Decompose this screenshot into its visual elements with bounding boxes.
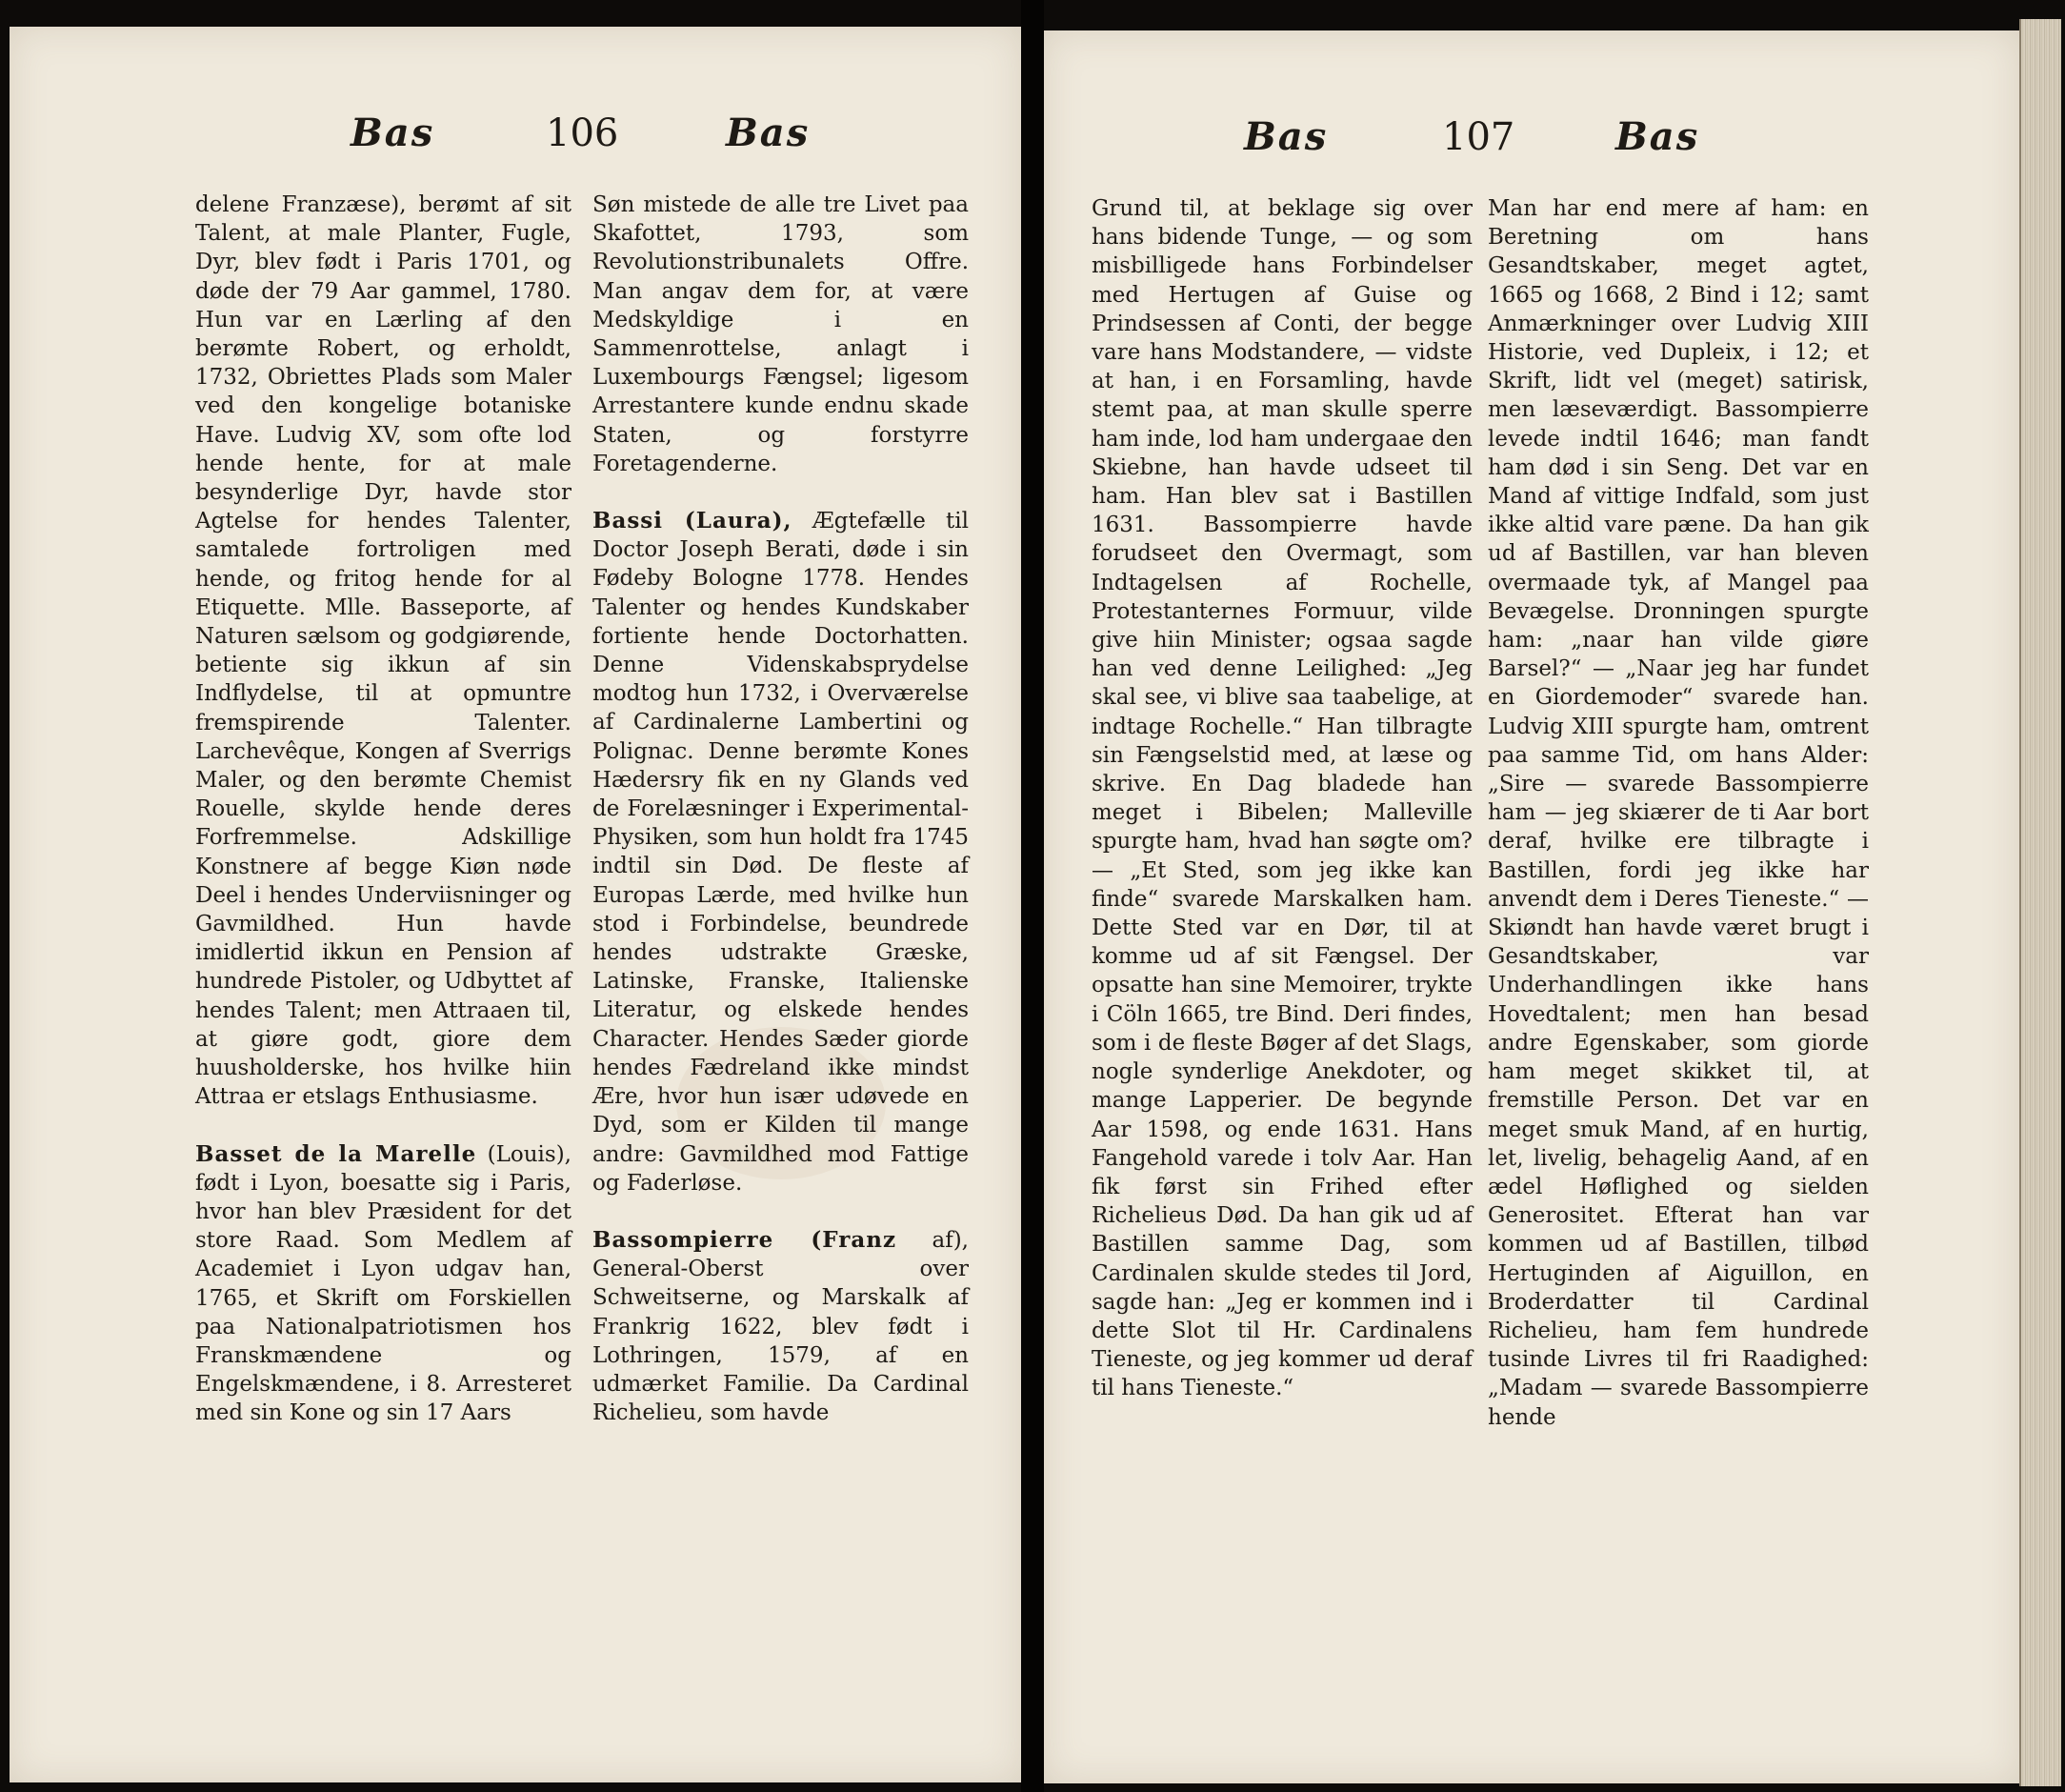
right-page-header [1044, 114, 2019, 185]
book-gutter [1021, 0, 1044, 1792]
headword-right: Bas [1615, 114, 1700, 159]
paragraph [592, 191, 969, 478]
paragraph-text: Man har end mere af ham: en Beretning om hans Gesandtskaber, meget agtet, 1665 og 1668, 2 Bind i 12; samt Anmærkninger over Ludvig XIII Historie, ved Dupleix, i 12; et Skrift, lidt vel (meget) satirisk, men læseværdigt. Bassompierre levede indtil 1646; man fandt ham død i sin Seng. Det var en Mand af vittige Indfald, som just ikke altid vare pæne. Da han gik ud af Bastillen, var han bleven overmaade tyk, af Mangel paa Bevægelse. Dronningen spurgte ham: „naar han vilde giøre Barsel?“ — „Naar jeg har fundet en Giordemoder“ svarede han. Ludvig XIII spurgte ham, omtrent paa samme Tid, om hans Alder: „Sire — svarede Bassompierre ham — jeg skiærer de ti Aar bort deraf, hvilke ere tilbragte i Bastillen, fordi jeg ikke har anvendt dem i Deres Tieneste.“ — Skiøndt han havde været brugt i Gesandtskaber, var Underhandlingen ikke hans Hovedtalent; men han besad andre Egenskaber, som giorde ham meget skikket til, at fremstille Person. Det var en meget smuk Mand, af en hurtig, let, livelig, behagelig Aand, af en ædel Høflighed og sielden Generositet. Efterat han var kommen ud af Bastillen, tilbød Hertuginden af Aiguillon, en Broderdatter til Cardinal Richelieu, ham fem hundrede tusinde Livres til fri Raadighed: „Madam — svarede Bassompierre hende [1488, 196, 1869, 1430]
page-edges [2019, 19, 2061, 1786]
paragraph [1092, 194, 1473, 1403]
left-page-column-2 [592, 191, 969, 1427]
right-page-column-2 [1488, 194, 1869, 1432]
left-page-column-1 [195, 191, 571, 1428]
paragraph [1488, 194, 1869, 1432]
right-page-column-1 [1092, 194, 1473, 1403]
left-page [10, 27, 1021, 1782]
paragraph-text: Grund til, at beklage sig over hans bidende Tunge, — og som misbilligede hans Forbindelser med Hertugen af Guise og Prindsessen af Conti, der begge vare hans Modstandere, — vidste at han, i en Forsamling, havde stemt paa, at man skulle sperre ham inde, lod ham undergaae den Skiebne, han havde udseet til ham. Han blev sat i Bastillen 1631. Bassompierre havde forudseet den Overmagt, som Indtagelsen af Rochelle, Protestanternes Formuur, vilde give hiin Minister; ogsaa sagde han ved denne Leilighed: „Jeg skal see, vi blive saa taabelige, at indtage Rochelle.“ Han tilbragte sin Fængselstid med, at læse og skrive. En Dag bladede han meget i Bibelen; Malleville spurgte ham, hvad han søgte om? — „Et Sted, som jeg ikke kan finde“ svarede Marskalken ham. Dette Sted var en Dør, til at komme ud af sit Fængsel. Der opsatte han sine Memoirer, trykte i Cöln 1665, tre Bind. Deri findes, som i de fleste Bøger af det Slags, nogle synderlige Anekdoter, og mange Lapperier. De begynde Aar 1598, og ende 1631. Hans Fangehold varede i tolv Aar. Han fik først sin Frihed efter Richelieus Død. Da han gik ud af Bastillen samme Dag, som Cardinalen skulde stedes til Jord, sagde han: „Jeg er kommen ind i dette Slot til Hr. Cardinalens Tieneste, og jeg kommer ud deraf til hans Tieneste.“ [1092, 196, 1473, 1401]
page-number: 106 [546, 111, 619, 155]
entry-text: af), General-Oberst over Schweitserne, og Marskalk af Frankrig 1622, blev født i Lothringen, 1579, af en udmærket Familie. Da Cardinal Richelieu, som havde [592, 1227, 969, 1426]
entry-text: Ægtefælle til Doctor Joseph Berati, døde i sin Fødeby Bologne 1778. Hendes Talenter og hendes Kundskaber fortiente hende Doctorhatten. Denne Videnskabsprydelse modtog hun 1732, i Overværelse af Cardinalerne Lambertini og Polignac. Denne berømte Kones Hædersry fik en ny Glands ved de Forelæsninger i Experimental-Physiken, som hun holdt fra 1745 indtil sin Død. De fleste af Europas Lærde, med hvilke hun stod i Forbindelse, beundrede hendes udstrakte Græske, Latinske, Franske, Italienske Literatur, og elskede hendes Character. Hendes Sæder giorde hendes Fædreland ikke mindst Ære, hvor hun især udøvede en Dyd, som er Kilden til mange andre: Gavmildhed mod Fattige og Faderløse. [592, 509, 970, 1196]
entry-paragraph [195, 1140, 571, 1428]
entry-paragraph [592, 1226, 969, 1427]
left-page-header [10, 111, 1021, 181]
entry-text: (Louis), født i Lyon, boesatte sig i Paris, hvor han blev Præsident for det store Raad. Som Medlem af Academiet i Lyon udgav han, 1765, et Skrift om Forskiellen paa Nationalpatriotismen hos Franskmændene og Engelskmændene, i 8. Arresteret med sin Kone og sin 17 Aars [195, 1141, 571, 1426]
paragraph-text: delene Franzæse), berømt af sit Talent, at male Planter, Fugle, Dyr, blev født i Paris 1701, og døde der 79 Aar gammel, 1780. Hun var en Lærling af den berømte Robert, og erholdt, 1732, Obriettes Plads som Maler ved den kongelige botaniske Have. Ludvig XV, som ofte lod hende hente, for at male besynderlige Dyr, havde stor Agtelse for hendes Talenter, samtalede fortroligen med hende, og fritog hende for al Etiquette. Mlle. Basseporte, af Naturen sælsom og godgiørende, betiente sig ikkun af sin Indflydelse, til at opmuntre fremspirende Talenter. Larchevêque, Kongen af Sverrigs Maler, og den berømte Chemist Rouelle, skylde hende deres Forfremmelse. Adskillige Konstnere af begge Kiøn nøde Deel i hendes Underviisninger og Gavmildhed. Hun havde imidlertid ikkun en Pension af hundrede Pistoler, og Udbyttet af hendes Talent; men Attraaen til, at giøre godt, giore dem huusholderske, hos hvilke hiin Attraa er etslags Enthusiasme. [195, 192, 571, 1110]
headword-right: Bas [726, 111, 811, 155]
paragraph [195, 191, 571, 1112]
entry-headword: Bassompierre (Franz [592, 1226, 897, 1253]
paragraph-text: Søn mistede de alle tre Livet paa Skafottet, 1793, som Revolutionstribunalets Offre. Man angav dem for, at være Medskyldige i en Sammenrottelse, anlagt i Luxembourgs Fængsel; ligesom Arrestantere kunde endnu skade Staten, og forstyrre Foretagenderne. [592, 192, 969, 476]
entry-paragraph [592, 507, 969, 1198]
headword-left: Bas [1244, 114, 1329, 159]
entry-headword: Bassi (Laura), [592, 508, 792, 534]
right-page [1044, 30, 2019, 1783]
entry-headword: Basset de la Marelle [195, 1140, 477, 1167]
page-number: 107 [1442, 115, 1515, 159]
headword-left: Bas [351, 111, 435, 155]
